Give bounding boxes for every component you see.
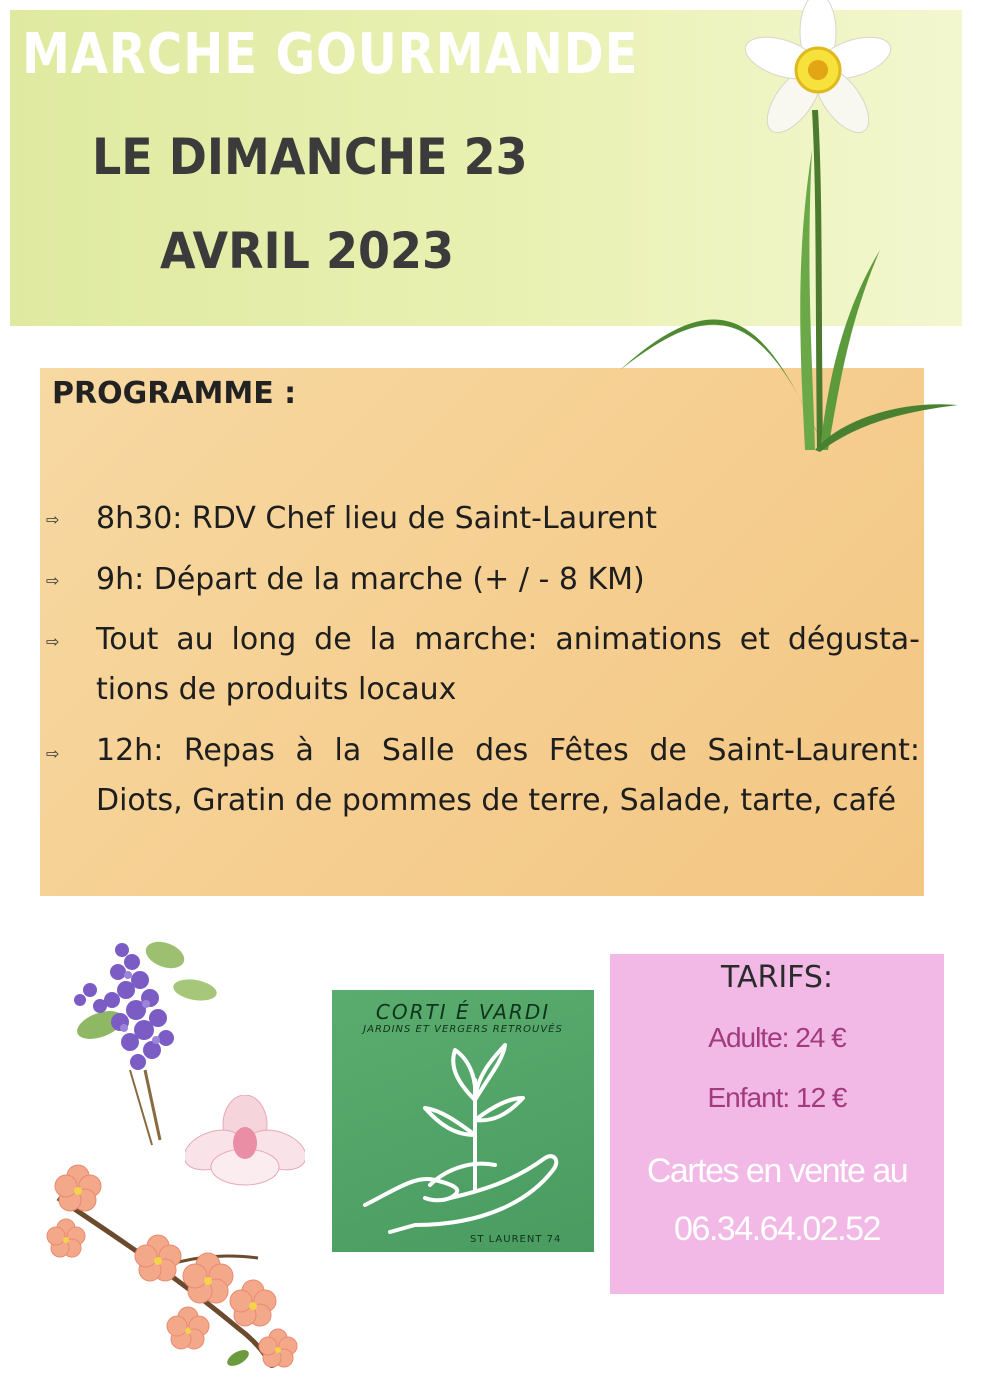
- logo-name: CORTI É VARDI: [375, 1000, 551, 1024]
- programme-item: 12h: Repas à la Salle des Fêtes de Saint-Laurent: Diots, Gratin de pommes de terre, Salade, tarte, café: [96, 733, 920, 818]
- programme-item: 9h: Départ de la marche (+ / - 8 KM): [96, 562, 645, 597]
- tarifs-title: TARIFS:: [720, 960, 834, 995]
- quince-blossom-icon: [38, 1158, 308, 1368]
- sales-info: Cartes en vente au: [646, 1152, 908, 1190]
- arrow-icon: ⇨: [46, 744, 60, 763]
- arrow-icon: ⇨: [46, 632, 60, 651]
- logo-location: ST LAURENT 74: [470, 1234, 562, 1245]
- arrow-icon: ⇨: [46, 510, 60, 529]
- tarif-child: Enfant: 12 €: [707, 1082, 847, 1113]
- narcissus-flower-icon: [620, 0, 960, 460]
- programme-item: Tout au long de la marche: animations et dégusta-tions de produits locaux: [96, 622, 920, 707]
- phone-number: 06.34.64.02.52: [674, 1210, 880, 1248]
- event-date-line-1: LE DIMANCHE 23: [92, 128, 528, 186]
- programme-item: 8h30: RDV Chef lieu de Saint-Laurent: [96, 501, 658, 536]
- hand-sprout-icon: [355, 1040, 575, 1240]
- event-date-line-2: AVRIL 2023: [160, 222, 454, 280]
- logo-subtitle: JARDINS ET VERGERS RETROUVÉS: [363, 1024, 563, 1035]
- programme-title: PROGRAMME :: [52, 376, 297, 411]
- event-title: MARCHE GOURMANDE: [22, 22, 639, 87]
- tarif-adult: Adulte: 24 €: [708, 1022, 846, 1053]
- arrow-icon: ⇨: [46, 571, 60, 590]
